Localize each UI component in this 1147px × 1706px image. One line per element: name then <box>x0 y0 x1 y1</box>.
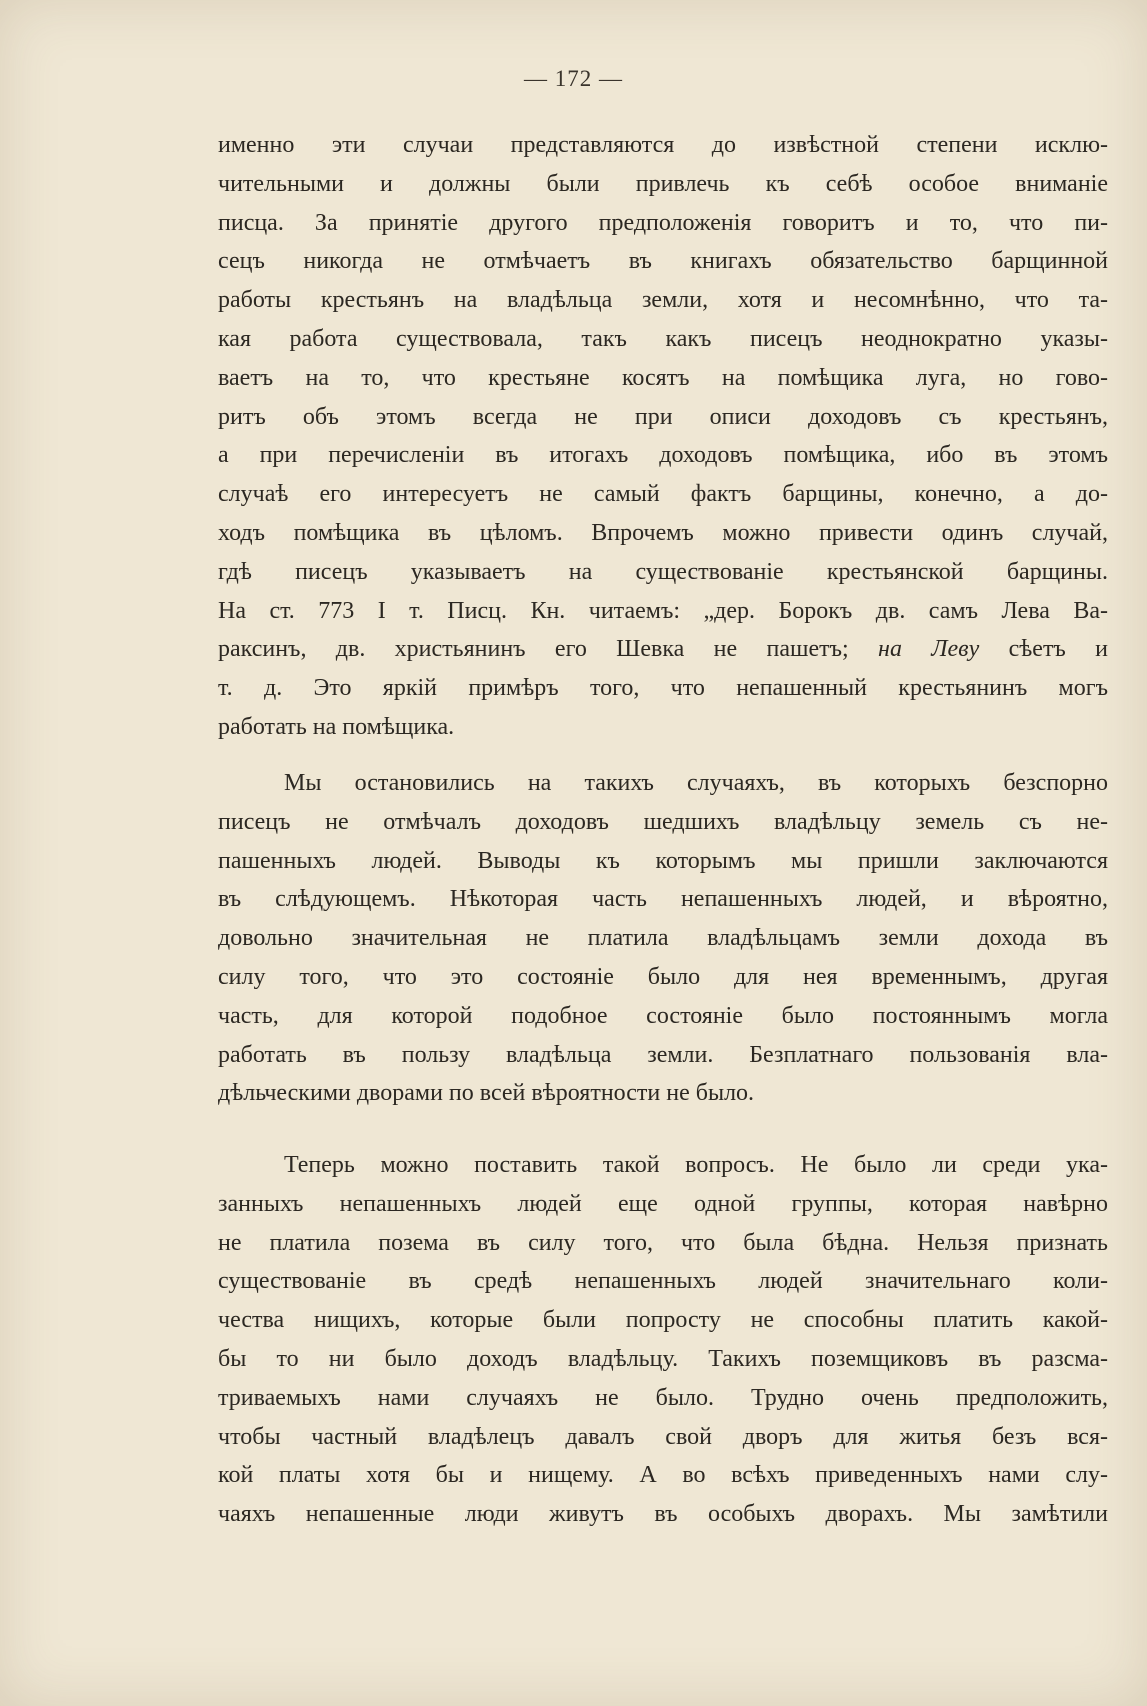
text-line: не платила позема въ силу того, что была бѣдна. Нельзя признать <box>218 1229 1108 1256</box>
text-line: силу того, что это состояніе было для нея временнымъ, другая <box>218 963 1108 990</box>
text-line: довольно значительная не платила владѣльцамъ земли дохода въ <box>218 925 1108 952</box>
text-line: ваетъ на то, что крестьяне косятъ на помѣщика луга, но гово- <box>218 364 1108 391</box>
text-line: занныхъ непашенныхъ людей еще одной группы, которая навѣрно <box>218 1190 1108 1217</box>
page-number: — 172 — <box>524 66 623 91</box>
text-line: чества нищихъ, которые были попросту не способны платить какой- <box>218 1307 1108 1334</box>
text-line: чительными и должны были привлечь къ себѣ особое вниманіе <box>218 170 1108 197</box>
text-line: работы крестьянъ на владѣльца земли, хотя и несомнѣнно, что та- <box>218 287 1108 314</box>
text-line: чтобы частный владѣлецъ давалъ свой дворъ для житья безъ вся- <box>218 1423 1108 1450</box>
text-line: сецъ никогда не отмѣчаетъ въ книгахъ обязательство барщинной <box>218 248 1108 275</box>
text-line: дѣльческими дворами по всей вѣроятности не было. <box>218 1080 755 1107</box>
text-line: ходъ помѣщика въ цѣломъ. Впрочемъ можно привести одинъ случай, <box>218 519 1108 546</box>
text-line: т. д. Это яркій примѣръ того, что непашенный крестьянинъ могъ <box>218 675 1108 702</box>
text-line: гдѣ писецъ указываетъ на существованіе крестьянской барщины. <box>218 558 1108 585</box>
text-line: въ слѣдующемъ. Нѣкоторая часть непашенныхъ людей, и вѣроятно, <box>218 886 1108 913</box>
text-line: работать на помѣщика. <box>218 713 455 740</box>
text-line: писецъ не отмѣчалъ доходовъ шедшихъ владѣльцу земель съ не- <box>218 808 1108 835</box>
text-segment: сѣетъ и <box>1008 636 1108 663</box>
text-line: чаяхъ непашенные люди живутъ въ особыхъ дворахъ. Мы замѣтили <box>218 1501 1108 1528</box>
text-line: ритъ объ этомъ всегда не при описи доходовъ съ крестьянъ, <box>218 403 1108 430</box>
paragraph-2 <box>218 764 1108 1113</box>
text-line: пашенныхъ людей. Выводы къ которымъ мы пришли заключаются <box>218 847 1108 874</box>
text-line: На ст. 773 I т. Писц. Кн. читаемъ: „дер. Борокъ дв. самъ Лева Ва- <box>218 597 1108 624</box>
text-line: писца. За принятіе другого предположенія говоритъ и то, что пи- <box>218 209 1108 236</box>
text-segment: раксинъ, дв. христьянинъ его Шевка не пашетъ; <box>218 636 849 663</box>
text-line: Теперь можно поставить такой вопросъ. Не было ли среди ука- <box>284 1152 1108 1178</box>
italic-name: на Леву <box>878 636 980 663</box>
text-line: именно эти случаи представляются до извѣстной степени исклю- <box>218 132 1108 158</box>
text-line: кая работа существовала, такъ какъ писецъ неоднократно указы- <box>218 325 1108 352</box>
text-line: бы то ни было доходъ владѣльцу. Такихъ поземщиковъ въ разсма- <box>218 1345 1108 1372</box>
text-line: работать въ пользу владѣльца земли. Безплатнаго пользованія вла- <box>218 1041 1108 1068</box>
text-line: случаѣ его интересуетъ не самый фактъ барщины, конечно, а до- <box>218 481 1108 508</box>
text-line: кой платы хотя бы и нищему. А во всѣхъ приведенныхъ нами слу- <box>218 1462 1108 1489</box>
text-line: часть, для которой подобное состояніе было постояннымъ могла <box>218 1002 1108 1029</box>
text-line: а при перечисленіи въ итогахъ доходовъ помѣщика, ибо въ этомъ <box>218 442 1108 469</box>
text-line: существованіе въ средѣ непашенныхъ людей значительнаго коли- <box>218 1268 1108 1295</box>
paragraph-1 <box>218 126 1108 747</box>
text-line: Мы остановились на такихъ случаяхъ, въ которыхъ безспорно <box>284 770 1108 796</box>
paragraph-3 <box>218 1146 1108 1534</box>
text-line-with-italic <box>218 630 1108 669</box>
text-line: триваемыхъ нами случаяхъ не было. Трудно очень предположить, <box>218 1384 1108 1411</box>
